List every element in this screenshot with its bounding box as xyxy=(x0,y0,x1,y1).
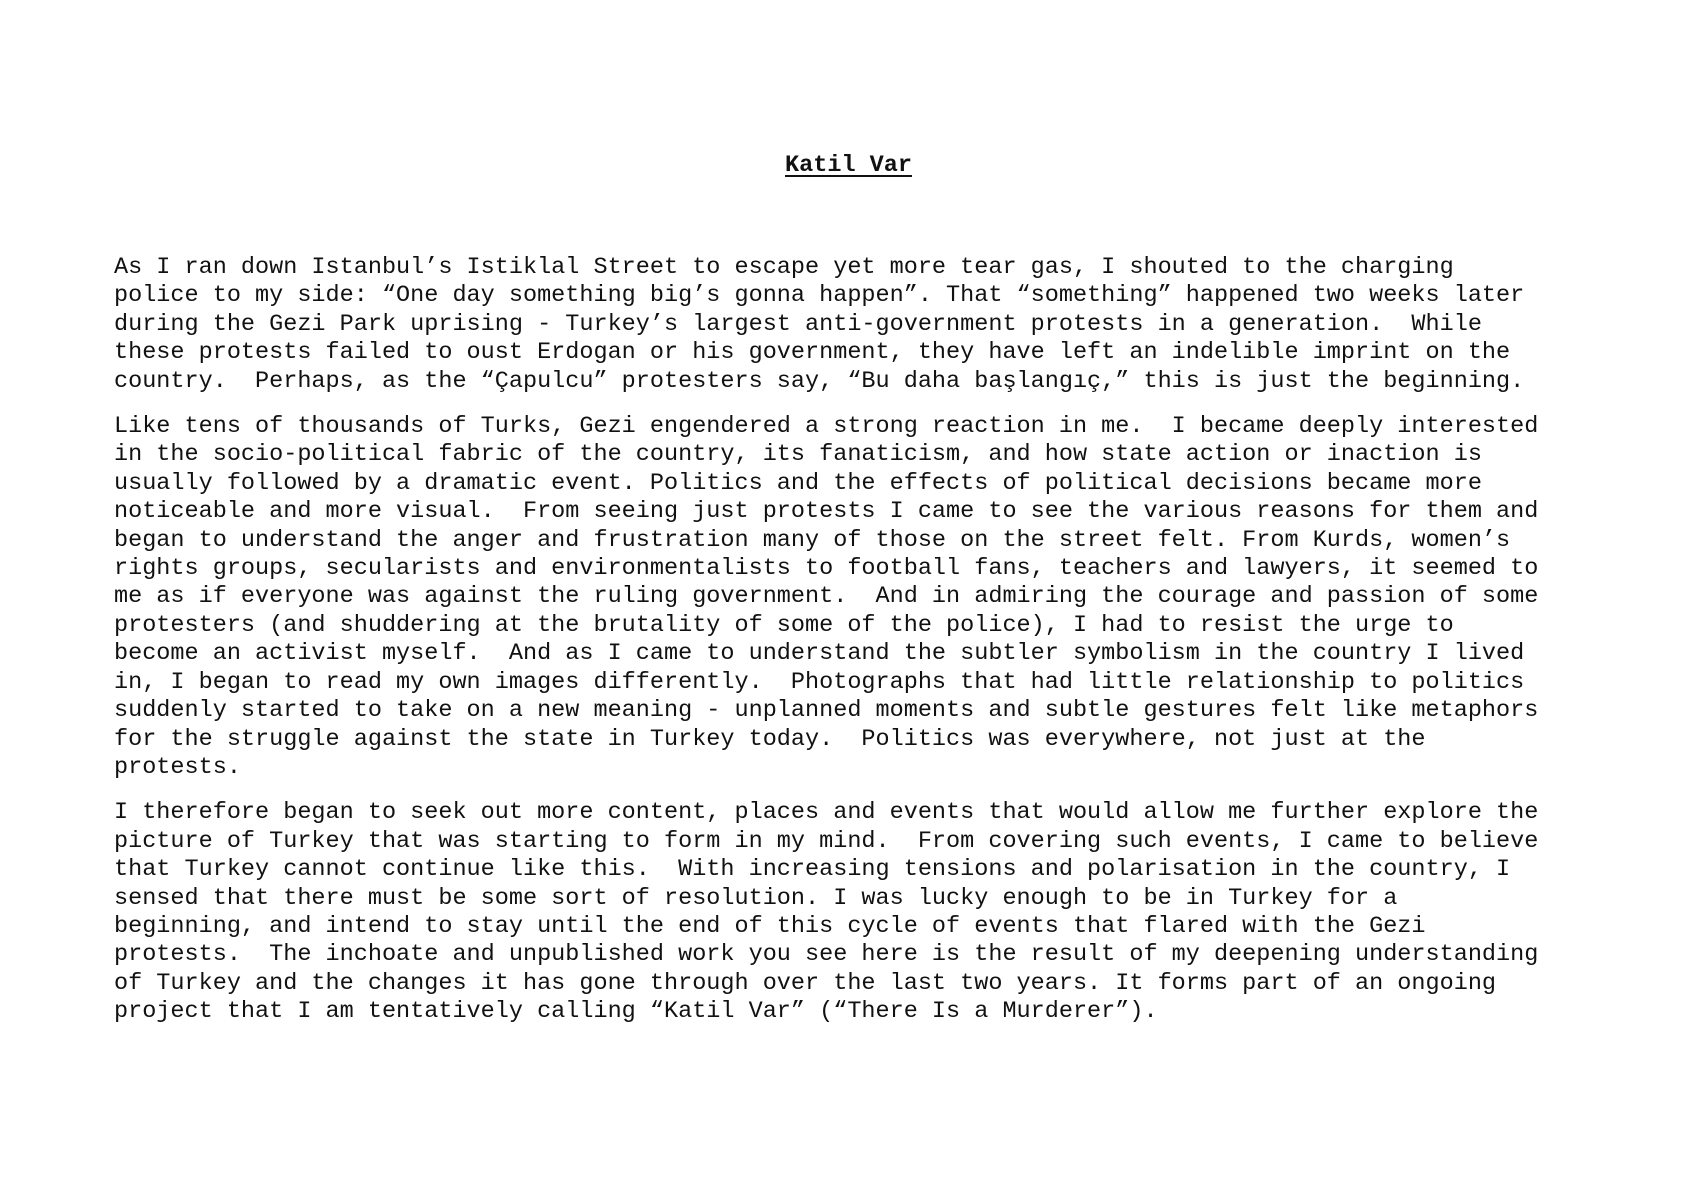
paragraph-1: As I ran down Istanbul’s Istiklal Street to escape yet more tear gas, I shouted to the charging police to my side: “One day something big’s gonna happen”. That “something” happened two weeks later during the Gezi Park uprising - Turkey’s largest anti-government protests in a generation. While these protests failed to oust Erdogan or his government, they have left an indelible imprint on the country. Perhaps, as the “Çapulcu” protesters say, “Bu daha başlangıç,” this is just the beginning. xyxy=(114,254,1525,395)
document-title-text: Katil Var xyxy=(785,152,912,179)
document-body xyxy=(114,254,1604,1044)
document-title xyxy=(0,152,1697,180)
paragraph-3: I therefore began to seek out more content, places and events that would allow me further explore the picture of Turkey that was starting to form in my mind. From covering such events, I came to believe that Turkey cannot continue like this. With increasing tensions and polarisation in the country, I sensed that there must be some sort of resolution. I was lucky enough to be in Turkey for a beginning, and intend to stay until the end of this cycle of events that flared with the Gezi protests. The inchoate and unpublished work you see here is the result of my deepening understanding of Turkey and the changes it has gone through over the last two years. It forms part of an ongoing project that I am tentatively calling “Katil Var” (“There Is a Murderer”). xyxy=(114,799,1539,1026)
paragraph-2: Like tens of thousands of Turks, Gezi engendered a strong reaction in me. I became deeply interested in the socio-political fabric of the country, its fanaticism, and how state action or inaction is usually followed by a dramatic event. Politics and the effects of political decisions became more noticeable and more visual. From seeing just protests I came to see the various reasons for them and began to understand the anger and frustration many of those on the street felt. From Kurds, women’s rights groups, secularists and environmentalists to football fans, teachers and lawyers, it seemed to me as if everyone was against the ruling government. And in admiring the courage and passion of some protesters (and shuddering at the brutality of some of the police), I had to resist the urge to become an activist myself. And as I came to understand the subtler symbolism in the country I lived in, I began to read my own images differently. Photographs that had little relationship to politics suddenly started to take on a new meaning - unplanned moments and subtle gestures felt like metaphors for the struggle against the state in Turkey today. Politics was everywhere, not just at the protests. xyxy=(114,413,1539,781)
